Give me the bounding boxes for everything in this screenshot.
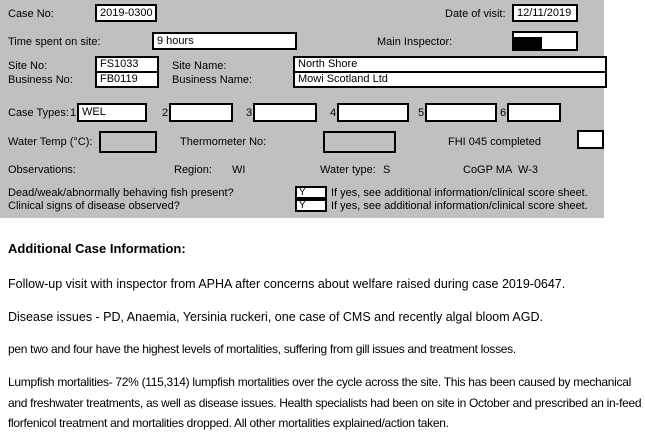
time-on-site-field[interactable]: 9 hours <box>152 32 297 50</box>
cogp-value: W-3 <box>518 164 538 176</box>
case-type-1-num: 1 <box>70 107 77 119</box>
water-temp-label: Water Temp (°C): <box>8 136 93 148</box>
case-type-1-field[interactable]: WEL <box>77 103 147 122</box>
site-name-label: Site Name: <box>172 60 227 72</box>
answer-clinical-signs-box[interactable]: Y <box>295 199 327 212</box>
note-dead-fish: If yes, see additional information/clinical score sheet. <box>331 187 588 199</box>
case-type-2-field[interactable] <box>169 103 233 122</box>
paragraph-lumpfish-mortalities: Lumpfish mortalities- 72% (115,314) lumpfish mortalities over the cycle across the site. This has been caused by mechanical and freshwater treatments, as well as disease issues. Health specialists had been on site in October and prescribed an in-feed florfenicol treatment and mortalities dropped. All other mortalities explained/action taken. <box>8 375 642 430</box>
water-temp-field[interactable] <box>99 131 157 153</box>
business-name-field[interactable]: Mowi Scotland Ltd <box>298 73 388 85</box>
question-clinical-signs: Clinical signs of disease observed? <box>8 200 180 212</box>
date-of-visit-label: Date of visit: <box>445 8 506 20</box>
case-type-4-num: 4 <box>330 107 337 119</box>
time-on-site-label: Time spent on site: <box>8 36 101 48</box>
redaction-block <box>514 37 542 49</box>
case-no-label: Case No: <box>8 8 54 20</box>
case-types-label: Case Types: <box>8 107 69 119</box>
case-type-3-field[interactable] <box>253 103 317 122</box>
case-type-6-field[interactable] <box>507 103 561 122</box>
additional-info-heading: Additional Case Information: <box>8 241 186 256</box>
site-no-label: Site No: <box>8 60 48 72</box>
case-type-3-num: 3 <box>246 107 253 119</box>
thermometer-no-label: Thermometer No: <box>180 136 267 148</box>
site-business-name-group <box>293 56 607 88</box>
thermometer-no-field[interactable] <box>323 131 396 153</box>
case-no-field[interactable]: 2019-0300 <box>95 4 157 22</box>
case-type-5-num: 5 <box>418 107 425 119</box>
question-dead-fish: Dead/weak/abnormally behaving fish present? <box>8 187 234 199</box>
case-type-5-field[interactable] <box>425 103 497 122</box>
observations-label: Observations: <box>8 164 76 176</box>
answer-dead-fish-box[interactable]: Y <box>295 186 327 199</box>
case-type-4-field[interactable] <box>337 103 409 122</box>
case-type-2-num: 2 <box>162 107 169 119</box>
site-business-no-group <box>95 56 159 88</box>
water-type-value: S <box>383 164 391 176</box>
paragraph-pen-mortalities: pen two and four have the highest levels of mortalities, suffering from gill issues and treatment losses. <box>8 342 516 356</box>
region-label: Region: <box>174 164 212 176</box>
business-no-field[interactable]: FB0119 <box>100 73 138 85</box>
fhi045-checkbox[interactable] <box>577 130 604 149</box>
cogp-label: CoGP MA <box>463 164 513 176</box>
business-name-label: Business Name: <box>172 74 253 86</box>
paragraph-disease-issues: Disease issues - PD, Anaemia, Yersinia ruckeri, one case of CMS and recently algal bloom AGD. <box>8 310 543 324</box>
business-no-label: Business No: <box>8 74 73 86</box>
paragraph-followup: Follow-up visit with inspector from APHA after concerns about welfare raised during case 2019-0647. <box>8 277 566 291</box>
note-clinical-signs: If yes, see additional information/clinical score sheet. <box>331 200 588 212</box>
case-type-6-num: 6 <box>500 107 507 119</box>
site-name-field[interactable]: North Shore <box>295 58 605 73</box>
date-of-visit-field[interactable]: 12/11/2019 <box>512 4 578 22</box>
main-inspector-label: Main Inspector: <box>377 36 453 48</box>
main-inspector-field[interactable] <box>512 31 578 51</box>
fhi045-label: FHI 045 completed <box>448 136 541 148</box>
water-type-label: Water type: <box>320 164 376 176</box>
site-no-field[interactable]: FS1033 <box>97 58 157 73</box>
region-value: WI <box>232 164 246 176</box>
